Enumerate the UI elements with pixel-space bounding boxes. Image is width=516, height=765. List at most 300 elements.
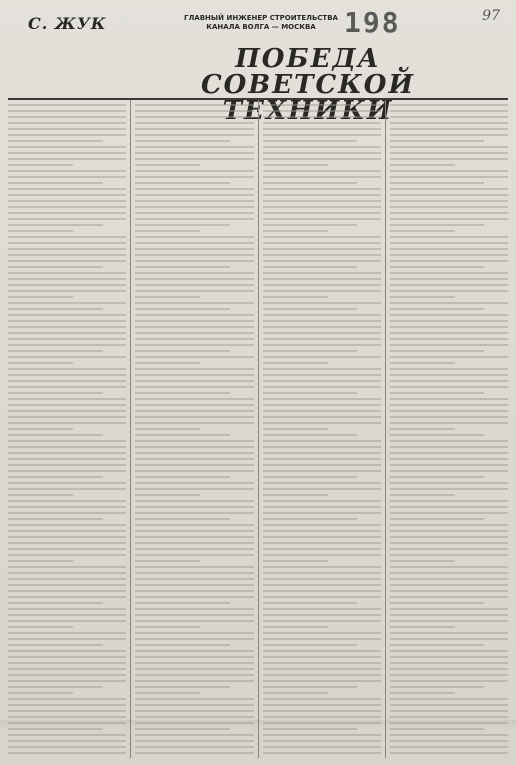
article-header bbox=[8, 6, 508, 126]
text-line bbox=[135, 278, 253, 280]
text-line bbox=[135, 428, 200, 430]
text-line bbox=[263, 248, 381, 250]
text-line bbox=[263, 470, 381, 472]
text-line bbox=[263, 398, 381, 400]
text-line bbox=[263, 128, 381, 130]
text-line bbox=[263, 374, 381, 376]
text-line bbox=[390, 614, 508, 616]
text-line bbox=[135, 314, 253, 316]
text-line bbox=[8, 248, 126, 250]
text-line bbox=[135, 608, 253, 610]
text-line bbox=[8, 212, 126, 214]
text-line bbox=[390, 164, 455, 166]
text-line bbox=[8, 404, 126, 406]
text-line bbox=[8, 662, 126, 664]
text-line bbox=[8, 236, 126, 238]
text-line bbox=[263, 176, 381, 178]
text-line bbox=[263, 170, 381, 172]
text-line bbox=[263, 116, 381, 118]
text-line bbox=[390, 566, 508, 568]
text-line bbox=[135, 566, 253, 568]
text-line bbox=[263, 122, 381, 124]
text-line bbox=[135, 482, 253, 484]
text-line bbox=[390, 512, 508, 514]
text-line bbox=[390, 350, 485, 352]
text-line bbox=[263, 560, 328, 562]
text-line bbox=[390, 662, 508, 664]
text-line bbox=[8, 674, 126, 676]
text-line bbox=[135, 650, 253, 652]
article-body bbox=[8, 100, 508, 758]
text-line bbox=[8, 692, 73, 694]
text-line bbox=[263, 224, 358, 226]
text-line bbox=[135, 206, 253, 208]
text-line bbox=[390, 710, 508, 712]
text-line bbox=[390, 476, 485, 478]
text-line bbox=[390, 500, 508, 502]
text-line bbox=[390, 284, 508, 286]
text-line bbox=[135, 680, 253, 682]
text-line bbox=[263, 200, 381, 202]
text-line bbox=[135, 476, 230, 478]
text-line bbox=[390, 200, 508, 202]
text-line bbox=[390, 296, 455, 298]
text-line bbox=[8, 104, 126, 106]
text-line bbox=[263, 356, 381, 358]
text-line bbox=[390, 134, 508, 136]
text-line bbox=[8, 644, 103, 646]
text-line bbox=[135, 662, 253, 664]
text-line bbox=[135, 458, 253, 460]
text-line bbox=[390, 404, 508, 406]
text-line bbox=[8, 134, 126, 136]
text-line bbox=[135, 632, 253, 634]
text-line bbox=[135, 218, 253, 220]
text-line bbox=[8, 620, 126, 622]
text-line bbox=[135, 578, 253, 580]
text-line bbox=[135, 704, 253, 706]
text-line bbox=[8, 446, 126, 448]
text-line bbox=[263, 716, 381, 718]
text-line bbox=[135, 260, 253, 262]
text-line bbox=[135, 182, 230, 184]
text-line bbox=[263, 524, 381, 526]
text-line bbox=[390, 236, 508, 238]
text-line bbox=[263, 686, 358, 688]
text-line bbox=[135, 434, 230, 436]
text-line bbox=[8, 548, 126, 550]
text-line bbox=[390, 314, 508, 316]
text-line bbox=[135, 248, 253, 250]
text-line bbox=[135, 716, 253, 718]
text-line bbox=[135, 470, 253, 472]
text-column-2 bbox=[130, 100, 253, 758]
text-line bbox=[8, 488, 126, 490]
text-line bbox=[8, 170, 126, 172]
text-line bbox=[135, 506, 253, 508]
text-line bbox=[8, 434, 103, 436]
text-line bbox=[8, 260, 126, 262]
text-line bbox=[263, 620, 381, 622]
text-line bbox=[8, 710, 126, 712]
text-line bbox=[8, 320, 126, 322]
text-line bbox=[390, 278, 508, 280]
text-line bbox=[390, 332, 508, 334]
text-line bbox=[390, 602, 485, 604]
text-line bbox=[263, 596, 381, 598]
text-line bbox=[135, 452, 253, 454]
text-line bbox=[135, 494, 200, 496]
text-line bbox=[8, 608, 126, 610]
text-line bbox=[8, 392, 103, 394]
text-line bbox=[390, 656, 508, 658]
text-line bbox=[263, 656, 381, 658]
text-line bbox=[135, 242, 253, 244]
text-line bbox=[135, 710, 253, 712]
text-line bbox=[263, 194, 381, 196]
text-line bbox=[263, 410, 381, 412]
text-line bbox=[263, 710, 381, 712]
text-line bbox=[390, 338, 508, 340]
text-line bbox=[263, 602, 358, 604]
text-line bbox=[8, 302, 126, 304]
text-line bbox=[263, 590, 381, 592]
text-line bbox=[390, 572, 508, 574]
text-line bbox=[8, 254, 126, 256]
text-line bbox=[8, 332, 126, 334]
text-line bbox=[8, 278, 126, 280]
rubric-line-2: КАНАЛА ВОЛГА — МОСКВА bbox=[206, 23, 316, 31]
text-line bbox=[8, 230, 73, 232]
text-line bbox=[135, 590, 253, 592]
text-line bbox=[390, 230, 455, 232]
text-line bbox=[390, 422, 508, 424]
text-line bbox=[8, 284, 126, 286]
text-line bbox=[263, 320, 381, 322]
text-line bbox=[135, 614, 253, 616]
text-line bbox=[8, 536, 126, 538]
headline-line-1: ПОБЕДА bbox=[235, 44, 381, 74]
text-line bbox=[135, 584, 253, 586]
text-line bbox=[263, 134, 381, 136]
text-line bbox=[8, 380, 126, 382]
text-line bbox=[263, 488, 381, 490]
text-line bbox=[8, 338, 126, 340]
text-line bbox=[135, 116, 253, 118]
text-line bbox=[135, 524, 253, 526]
text-line bbox=[8, 458, 126, 460]
text-column-4 bbox=[385, 100, 508, 758]
text-line bbox=[390, 494, 455, 496]
text-line bbox=[390, 260, 508, 262]
text-line bbox=[135, 212, 253, 214]
text-line bbox=[263, 452, 381, 454]
text-line bbox=[8, 410, 126, 412]
text-line bbox=[135, 194, 253, 196]
text-line bbox=[8, 218, 126, 220]
text-line bbox=[390, 320, 508, 322]
text-line bbox=[390, 554, 508, 556]
text-line bbox=[8, 272, 126, 274]
text-line bbox=[135, 104, 253, 106]
text-line bbox=[8, 566, 126, 568]
text-line bbox=[135, 140, 230, 142]
text-line bbox=[135, 158, 253, 160]
text-line bbox=[8, 494, 73, 496]
text-line bbox=[135, 176, 253, 178]
text-line bbox=[135, 362, 200, 364]
text-line bbox=[263, 500, 381, 502]
text-line bbox=[8, 596, 126, 598]
text-line bbox=[8, 518, 103, 520]
text-line bbox=[135, 422, 253, 424]
text-line bbox=[8, 638, 126, 640]
text-line bbox=[8, 464, 126, 466]
text-line bbox=[8, 362, 73, 364]
text-line bbox=[263, 476, 358, 478]
paper-fold-shadow bbox=[0, 720, 516, 730]
text-line bbox=[263, 404, 381, 406]
text-line bbox=[390, 194, 508, 196]
text-line bbox=[135, 236, 253, 238]
text-line bbox=[8, 368, 126, 370]
text-line bbox=[135, 284, 253, 286]
text-line bbox=[8, 530, 126, 532]
text-line bbox=[390, 152, 508, 154]
text-line bbox=[263, 428, 328, 430]
text-line bbox=[8, 734, 126, 736]
text-line bbox=[263, 584, 381, 586]
text-line bbox=[263, 266, 358, 268]
text-line bbox=[263, 692, 328, 694]
text-line bbox=[390, 686, 485, 688]
text-line bbox=[135, 392, 230, 394]
text-line bbox=[390, 416, 508, 418]
text-line bbox=[263, 326, 381, 328]
text-line bbox=[263, 614, 381, 616]
text-line bbox=[8, 578, 126, 580]
text-line bbox=[390, 392, 485, 394]
text-line bbox=[135, 644, 230, 646]
text-line bbox=[263, 536, 381, 538]
text-line bbox=[263, 164, 328, 166]
text-line bbox=[8, 632, 126, 634]
text-line bbox=[135, 548, 253, 550]
text-line bbox=[263, 380, 381, 382]
text-line bbox=[390, 446, 508, 448]
text-line bbox=[390, 458, 508, 460]
text-line bbox=[263, 680, 381, 682]
text-line bbox=[135, 374, 253, 376]
text-line bbox=[390, 368, 508, 370]
text-line bbox=[263, 740, 381, 742]
text-line bbox=[135, 338, 253, 340]
text-line bbox=[390, 386, 508, 388]
text-line bbox=[8, 110, 126, 112]
text-line bbox=[135, 518, 230, 520]
text-line bbox=[263, 578, 381, 580]
text-line bbox=[263, 344, 381, 346]
text-line bbox=[390, 542, 508, 544]
text-line bbox=[390, 680, 508, 682]
text-line bbox=[263, 242, 381, 244]
text-line bbox=[135, 752, 253, 754]
text-column-1 bbox=[8, 100, 126, 758]
text-line bbox=[263, 152, 381, 154]
text-line bbox=[135, 542, 253, 544]
text-line bbox=[263, 644, 358, 646]
text-line bbox=[8, 752, 126, 754]
text-line bbox=[263, 554, 381, 556]
text-line bbox=[390, 608, 508, 610]
text-line bbox=[135, 554, 253, 556]
text-line bbox=[390, 428, 455, 430]
text-line bbox=[8, 266, 103, 268]
text-line bbox=[263, 674, 381, 676]
text-line bbox=[135, 308, 230, 310]
text-line bbox=[263, 548, 381, 550]
text-line bbox=[135, 488, 253, 490]
text-line bbox=[135, 746, 253, 748]
text-line bbox=[263, 104, 381, 106]
text-line bbox=[390, 218, 508, 220]
text-line bbox=[135, 698, 253, 700]
text-line bbox=[390, 188, 508, 190]
text-line bbox=[263, 284, 381, 286]
text-line bbox=[8, 194, 126, 196]
text-line bbox=[390, 626, 455, 628]
text-line bbox=[390, 488, 508, 490]
text-line bbox=[390, 638, 508, 640]
text-line bbox=[135, 320, 253, 322]
text-line bbox=[135, 290, 253, 292]
text-line bbox=[8, 122, 126, 124]
text-line bbox=[8, 116, 126, 118]
text-line bbox=[263, 464, 381, 466]
text-line bbox=[263, 188, 381, 190]
text-line bbox=[263, 362, 328, 364]
text-line bbox=[390, 692, 455, 694]
text-line bbox=[8, 476, 103, 478]
text-line bbox=[8, 656, 126, 658]
text-line bbox=[8, 704, 126, 706]
text-line bbox=[8, 146, 126, 148]
text-line bbox=[263, 494, 328, 496]
text-line bbox=[135, 530, 253, 532]
text-line bbox=[135, 296, 200, 298]
text-line bbox=[8, 224, 103, 226]
text-line bbox=[390, 536, 508, 538]
text-line bbox=[8, 650, 126, 652]
text-line bbox=[390, 344, 508, 346]
text-line bbox=[263, 146, 381, 148]
text-line bbox=[8, 242, 126, 244]
text-line bbox=[8, 740, 126, 742]
text-line bbox=[8, 626, 73, 628]
text-line bbox=[135, 332, 253, 334]
text-line bbox=[263, 704, 381, 706]
text-line bbox=[263, 218, 381, 220]
text-line bbox=[135, 110, 253, 112]
text-line bbox=[390, 740, 508, 742]
text-line bbox=[390, 734, 508, 736]
text-line bbox=[263, 392, 358, 394]
text-line bbox=[8, 344, 126, 346]
text-line bbox=[8, 482, 126, 484]
text-line bbox=[263, 140, 358, 142]
text-line bbox=[8, 428, 73, 430]
text-line bbox=[8, 554, 126, 556]
text-line bbox=[390, 110, 508, 112]
text-line bbox=[135, 404, 253, 406]
text-line bbox=[135, 230, 200, 232]
rubric-line-1: ГЛАВНЫЙ ИНЖЕНЕР СТРОИТЕЛЬСТВА bbox=[184, 14, 338, 22]
text-line bbox=[263, 638, 381, 640]
text-line bbox=[8, 686, 103, 688]
text-line bbox=[135, 512, 253, 514]
text-line bbox=[135, 146, 253, 148]
text-line bbox=[390, 470, 508, 472]
text-line bbox=[135, 626, 200, 628]
text-line bbox=[263, 314, 381, 316]
text-line bbox=[8, 140, 103, 142]
text-line bbox=[390, 716, 508, 718]
text-line bbox=[263, 296, 328, 298]
text-line bbox=[135, 416, 253, 418]
text-line bbox=[135, 200, 253, 202]
text-line bbox=[263, 368, 381, 370]
text-line bbox=[135, 734, 253, 736]
text-line bbox=[390, 704, 508, 706]
text-line bbox=[135, 596, 253, 598]
text-line bbox=[263, 458, 381, 460]
text-line bbox=[263, 572, 381, 574]
text-line bbox=[135, 440, 253, 442]
text-line bbox=[390, 668, 508, 670]
text-line bbox=[390, 104, 508, 106]
text-line bbox=[390, 560, 455, 562]
text-line bbox=[8, 158, 126, 160]
text-line bbox=[390, 206, 508, 208]
text-line bbox=[390, 644, 485, 646]
text-line bbox=[263, 158, 381, 160]
text-line bbox=[135, 134, 253, 136]
text-line bbox=[263, 350, 358, 352]
text-line bbox=[390, 746, 508, 748]
text-line bbox=[8, 188, 126, 190]
text-line bbox=[263, 182, 358, 184]
text-line bbox=[390, 410, 508, 412]
page-mark: 97 bbox=[482, 8, 500, 24]
text-line bbox=[135, 188, 253, 190]
text-line bbox=[8, 206, 126, 208]
text-line bbox=[390, 524, 508, 526]
text-line bbox=[263, 308, 358, 310]
text-line bbox=[8, 716, 126, 718]
text-line bbox=[135, 620, 253, 622]
text-line bbox=[263, 506, 381, 508]
text-line bbox=[390, 272, 508, 274]
text-line bbox=[390, 170, 508, 172]
text-line bbox=[8, 398, 126, 400]
text-line bbox=[390, 530, 508, 532]
text-line bbox=[390, 266, 485, 268]
text-line bbox=[8, 164, 73, 166]
text-line bbox=[135, 272, 253, 274]
text-line bbox=[390, 434, 485, 436]
text-line bbox=[135, 572, 253, 574]
text-line bbox=[135, 344, 253, 346]
